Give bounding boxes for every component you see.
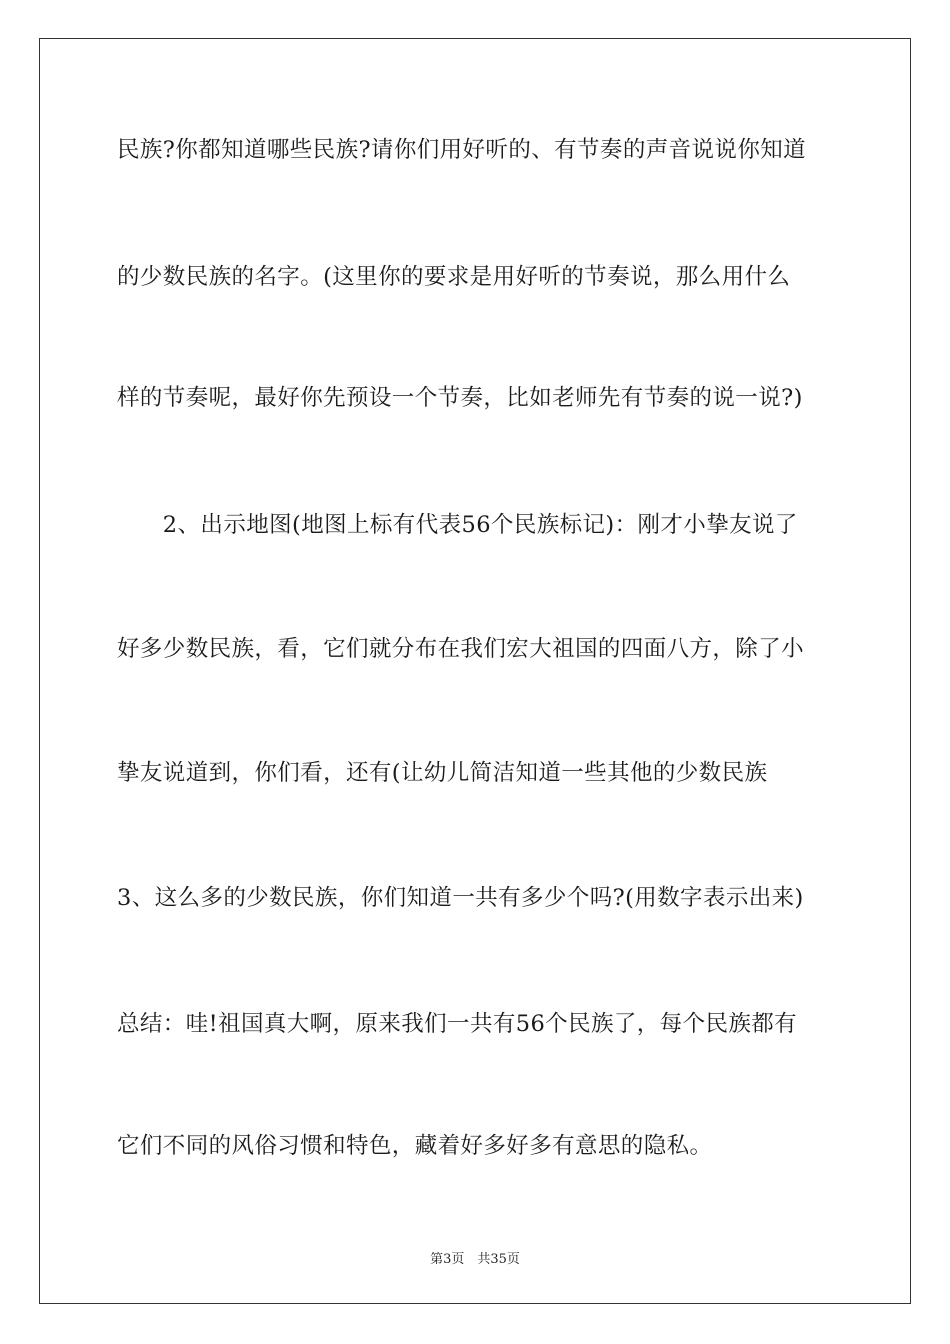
body-text-line-1: 民族?你都知道哪些民族?请你们用好听的、有节奏的声音说说你知道 — [117, 137, 807, 163]
body-text-line-5: 好多少数民族，看，它们就分布在我们宏大祖国的四面八方，除了小 — [117, 636, 805, 662]
body-text-line-6: 挚友说道到，你们看，还有(让幼儿简洁知道一些其他的少数民族 — [117, 760, 768, 786]
body-text-line-4: 2、出示地图(地图上标有代表56个民族标记)：刚才小挚友说了 — [117, 512, 798, 538]
page-number-footer: 第3页 共35页 — [430, 1252, 520, 1267]
body-text-line-3: 样的节奏呢，最好你先预设一个节奏，比如老师先有节奏的说一说?) — [117, 385, 803, 411]
page-border — [39, 38, 911, 1304]
body-text-line-2: 的少数民族的名字。(这里你的要求是用好听的节奏说，那么用什么 — [117, 264, 791, 290]
body-text-line-9: 它们不同的风俗习惯和特色，藏着好多好多有意思的隐私。 — [117, 1133, 713, 1159]
body-text-line-8: 总结：哇!祖国真大啊，原来我们一共有56个民族了，每个民族都有 — [117, 1011, 798, 1037]
body-text-line-7: 3、这么多的少数民族，你们知道一共有多少个吗?(用数字表示出来) — [117, 885, 804, 911]
